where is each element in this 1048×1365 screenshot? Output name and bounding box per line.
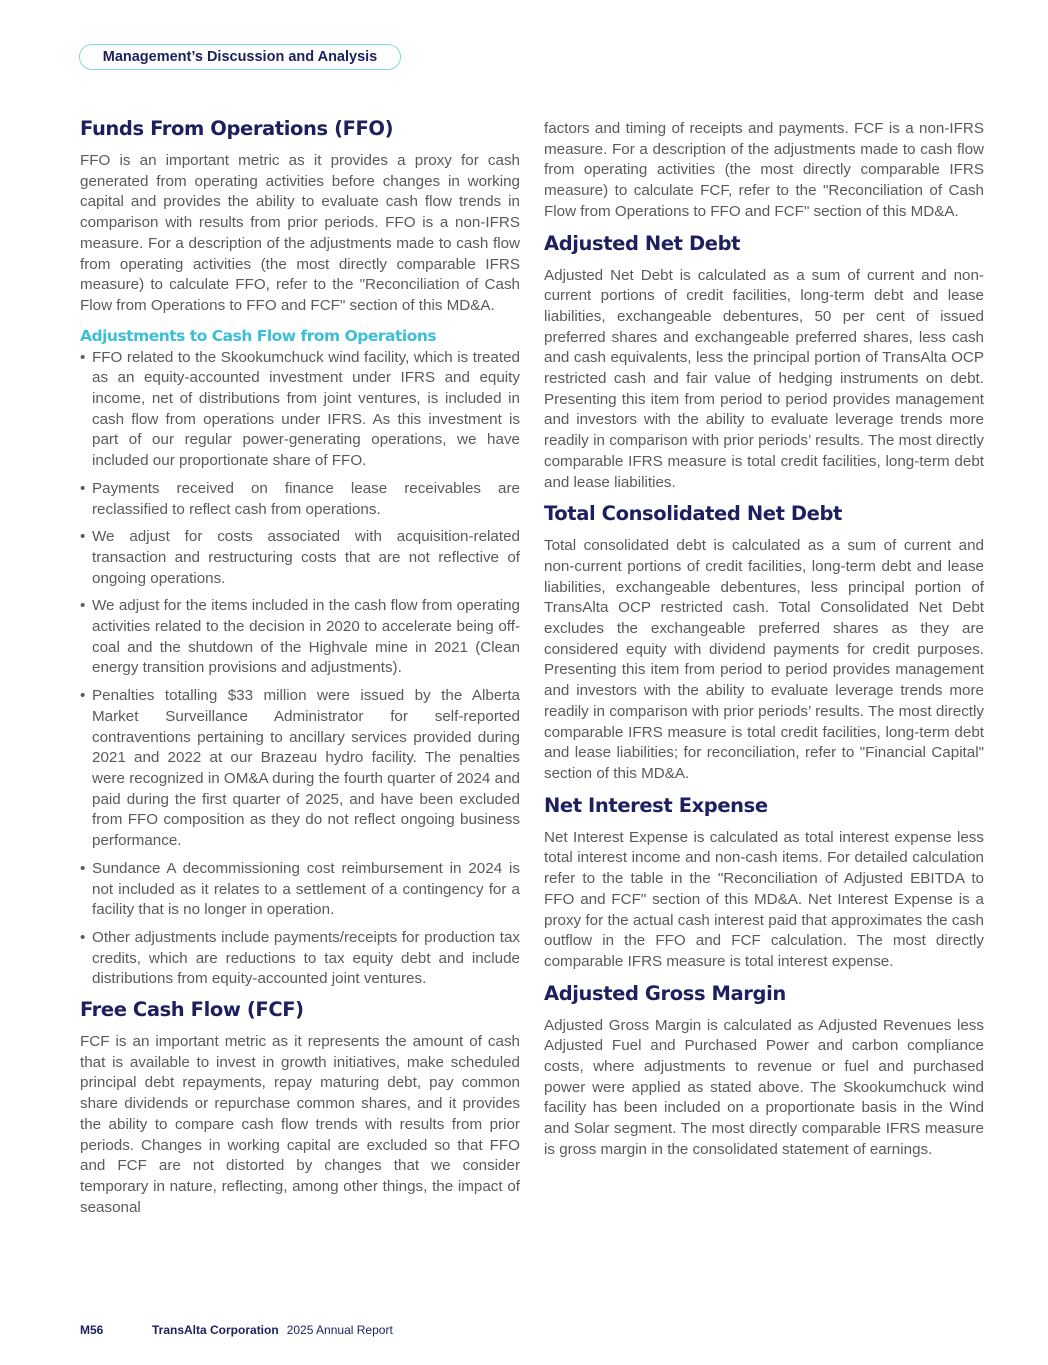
heading-ffo: Funds From Operations (FFO)	[80, 117, 394, 140]
fcf-paragraph-continued: factors and timing of receipts and payments. FCF is a non-IFRS measure. For a description of the adjustments made to cash flow from operating activities (the most directly comparable IFRS measure) to calculate FCF, refer to the "Reconciliation of Cash Flow from Operations to FFO and FCF" section of this MD&A.	[544, 120, 984, 220]
heading-net-interest-expense: Net Interest Expense	[544, 793, 768, 817]
page-footer	[80, 1323, 393, 1337]
adjusted-gross-margin-paragraph: Adjusted Gross Margin is calculated as Adjusted Revenues less Adjusted Fuel and Purchased Power and carbon compliance costs, where adjustments to revenue or fuel and purchased power were applied as stated above. The Skookumchuck wind facility has been included on a proportionate basis in the Wind and Solar segment. The most directly comparable IFRS measure is gross margin in the consolidated statement of earnings.	[544, 1016, 984, 1158]
adjusted-net-debt-paragraph: Adjusted Net Debt is calculated as a sum of current and non-current portions of credit facilities, long-term debt and lease liabilities, exchangeable debentures, 50 per cent of issued preferred shares and exchangeable preferred shares, less cash and cash equivalents, less the principal portion of TransAlta OCP restricted cash and fair value of hedging instruments on debt. Presenting this item from period to period provides management and investors with the ability to evaluate leverage trends more readily in comparison with prior periods’ results. The most directly comparable IFRS measure is total credit facilities, long-term debt and lease liabilities.	[544, 266, 984, 491]
page-number: M56	[80, 1323, 104, 1337]
list-item: • Other adjustments include payments/receipts for production tax credits, which are reductions to tax equity debt and include distributions from equity-accounted joint ventures.	[80, 928, 520, 990]
net-interest-expense-paragraph: Net Interest Expense is calculated as total interest expense less total interest income and non-cash items. For detailed calculation refer to the table in the "Reconciliation of Adjusted EBITDA to FFO and FCF" section of this MD&A. Net Interest Expense is a proxy for the actual cash interest paid that approximates the cash outflow in the FFO and FCF calculation. The most directly comparable IFRS measure is total interest expense.	[544, 828, 984, 970]
list-item: • FFO related to the Skookumchuck wind facility, which is treated as an equity-accounted investment under IFRS and equity income, net of distributions from joint ventures, is included in cash flow from operations under IFRS. As this investment is part of our regular power-generating operations, we have included our proportionate share of FFO.	[80, 348, 520, 472]
list-item: • We adjust for the items included in the cash flow from operating activities related to the decision in 2020 to accelerate being off-coal and the shutdown of the Highvale mine in 2021 (Clean energy transition provisions and adjustments).	[80, 596, 520, 679]
list-item: • Sundance A decommissioning cost reimbursement in 2024 is not included as it relates to a settlement of a contingency for a facility that is no longer in operation.	[80, 859, 520, 921]
report-name: 2025 Annual Report	[286, 1323, 393, 1337]
section-badge: Management’s Discussion and Analysis	[79, 44, 401, 70]
heading-adjusted-gross-margin: Adjusted Gross Margin	[544, 981, 786, 1005]
company-name: TransAlta Corporation	[152, 1323, 279, 1337]
heading-total-consolidated-net-debt: Total Consolidated Net Debt	[544, 502, 842, 526]
left-column	[80, 116, 520, 1226]
right-column	[544, 119, 984, 1169]
total-consolidated-net-debt-paragraph: Total consolidated debt is calculated as a sum of current and non-current portions of credit facilities, long-term debt and lease liabilities, exchangeable debentures, less principal portion of TransAlta OCP restricted cash. Total Consolidated Net Debt excludes the exchangeable preferred shares as they are considered equity with dividend payments for credit purposes. Presenting this item from period to period provides management and investors with the ability to evaluate leverage trends more readily in comparison with prior periods’ results. The most directly comparable IFRS measure is total credit facilities, long-term debt and lease liabilities; for reconciliation, refer to "Financial Capital" section of this MD&A.	[544, 537, 984, 782]
list-item: • Penalties totalling $33 million were issued by the Alberta Market Surveillance Administrator for self-reported contraventions pertaining to ancillary services provided during 2021 and 2022 at our Brazeau hydro facility. The penalties were recognized in OM&A during the fourth quarter of 2024 and paid during the first quarter of 2025, and have been excluded from FFO composition as they do not reflect ongoing business performance.	[80, 686, 520, 852]
adjustments-list	[80, 348, 520, 990]
list-item: • Payments received on finance lease receivables are reclassified to reflect cash from operations.	[80, 479, 520, 520]
heading-adjusted-net-debt: Adjusted Net Debt	[544, 231, 741, 255]
ffo-paragraph: FFO is an important metric as it provides a proxy for cash generated from operating activities before changes in working capital and provides the ability to evaluate cash flow trends in comparison with results from prior periods. FFO is a non-IFRS measure. For a description of the adjustments made to cash flow from operating activities (the most directly comparable IFRS measure) to calculate FFO, refer to the "Reconciliation of Cash Flow from Operations to FFO and FCF" section of this MD&A.	[80, 152, 520, 314]
fcf-paragraph: FCF is an important metric as it represents the amount of cash that is available to invest in growth initiatives, make scheduled principal debt repayments, repay maturing debt, pay common share dividends or repurchase common shares, and it provides the ability to compare cash flow trends with results from prior periods. Changes in working capital are excluded so that FFO and FCF are not distorted by changes that we consider temporary in nature, reflecting, among other things, the impact of seasonal	[80, 1033, 520, 1216]
subheading-adjustments: Adjustments to Cash Flow from Operations	[80, 326, 437, 345]
heading-fcf: Free Cash Flow (FCF)	[80, 998, 304, 1022]
list-item: • We adjust for costs associated with acquisition-related transaction and restructuring costs that are not reflective of ongoing operations.	[80, 527, 520, 589]
